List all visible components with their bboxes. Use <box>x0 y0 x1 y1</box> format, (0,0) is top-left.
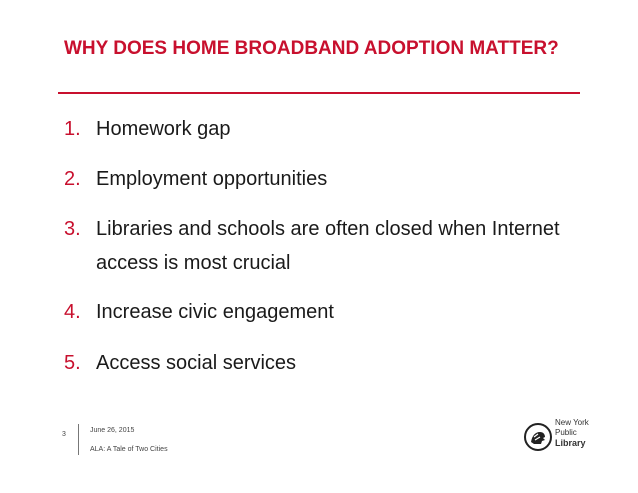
list-item-number: 4. <box>64 301 81 323</box>
footer-subtitle: ALA: A Tale of Two Cities <box>90 446 168 453</box>
list-item-text: Increase civic engagement <box>96 301 334 323</box>
footer-date: June 26, 2015 <box>90 427 135 434</box>
list-item <box>64 112 584 146</box>
footer-divider <box>78 424 79 455</box>
list-item-number: 1. <box>64 118 81 140</box>
list-item-number: 3. <box>64 218 81 240</box>
list-item <box>64 162 584 196</box>
list-item-text: Access social services <box>96 352 297 374</box>
logo-text <box>555 418 589 448</box>
list-item-number: 5. <box>64 352 81 374</box>
page-number: 3 <box>62 431 66 438</box>
list-item-text: Employment opportunities <box>96 168 328 190</box>
list-item-text: Homework gap <box>96 118 231 140</box>
list-item-number: 2. <box>64 168 81 190</box>
list-item <box>64 346 584 380</box>
list-item <box>64 295 584 329</box>
logo-line2: Public <box>555 428 577 437</box>
logo-line3: Library <box>555 438 586 448</box>
logo-line1: New York <box>555 418 589 427</box>
title-underline <box>58 92 580 94</box>
lion-icon <box>523 422 553 452</box>
list-item-text: Libraries and schools are often closed when Internet access is most crucial <box>96 218 560 274</box>
slide-title: WHY DOES HOME BROADBAND ADOPTION MATTER? <box>64 38 559 59</box>
list-item <box>64 212 584 280</box>
